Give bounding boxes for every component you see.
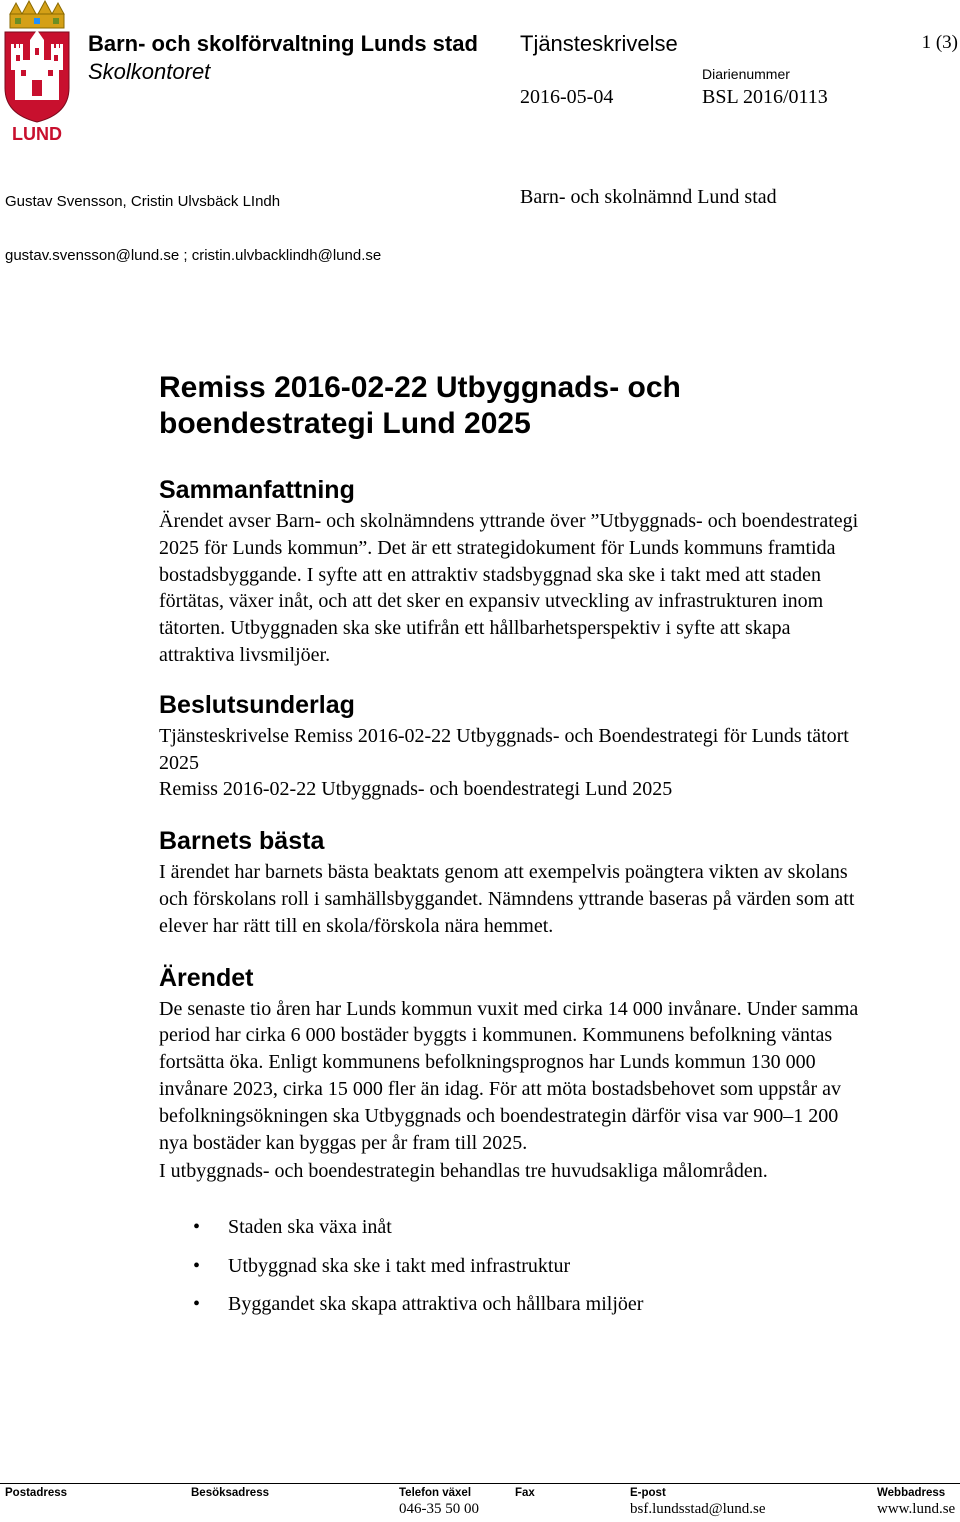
section-heading-basis: Beslutsunderlag — [159, 690, 355, 719]
authors: Gustav Svensson, Cristin Ulvsbäck LIndh — [5, 193, 281, 210]
document-body — [159, 370, 859, 1324]
bullet-icon: • — [193, 1293, 201, 1316]
footer-label-email: E-post — [630, 1487, 666, 1499]
recipient: Barn- och skolnämnd Lund stad — [520, 186, 777, 208]
basis-line-2: Remiss 2016-02-22 Utbyggnads- och boendestrategi Lund 2025 — [159, 778, 673, 801]
basis-line-1: Tjänsteskrivelse Remiss 2016-02-22 Utbyggnads- och Boendestrategi för Lunds tätort 2025 — [159, 724, 849, 774]
section-heading-childrens-best: Barnets bästa — [159, 827, 325, 856]
bullet-icon: • — [193, 1216, 201, 1239]
document-title: Remiss 2016-02-22 Utbyggnads- och boendestrategi Lund 2025 — [159, 371, 681, 440]
footer-web-link[interactable]: www.lund.se — [877, 1501, 956, 1517]
org-subunit: Skolkontoret — [88, 59, 211, 84]
section-heading-summary: Sammanfattning — [159, 476, 355, 504]
footer-divider — [0, 1483, 960, 1484]
goal-areas-list — [0, 1208, 859, 1324]
list-item-text: Utbyggnad ska ske i takt med infrastruktur — [228, 1254, 571, 1277]
list-item — [159, 1285, 859, 1324]
document-date: 2016-05-04 — [520, 86, 614, 108]
shield-icon — [5, 30, 69, 122]
summary-text: Ärendet avser Barn- och skolnämndens yttrande över ”Utbyggnads- och boendestrategi 2025 för Lunds kommun”. Det är ett strategidokument för Lunds kommuns framtida bostadsbyggande. I syfte att en attraktiv stadsbyggnad ska ske i takt med att staden förtätas, växer inåt, och att det sker en expansiv utveckling av infrastrukturen inom tätorten. Utbyggnaden ska ske utifrån ett hållbarhetsperspektiv i syfte att skapa attraktiva livsmiljöer. — [159, 510, 859, 666]
footer-label-postadress: Postadress — [5, 1487, 68, 1499]
list-item — [159, 1247, 859, 1286]
document-type: Tjänsteskrivelse — [520, 31, 678, 56]
diarienummer-label: Diarienummer — [702, 66, 790, 82]
section-heading-matter: Ärendet — [159, 963, 254, 992]
footer-email-link[interactable]: bsf.lundsstad@lund.se — [630, 1501, 766, 1517]
page-number: 1 (3) — [921, 32, 958, 53]
childrens-best-text: I ärendet har barnets bästa beaktats genom att exempelvis poängtera vikten av skolans och förskolans roll i samhällsbyggandet. Nämndens yttrande baseras på värden som att elever har rätt till en skola/förskola nära hemmet. — [159, 861, 855, 937]
footer-label-fax: Fax — [515, 1487, 535, 1499]
matter-text: De senaste tio åren har Lunds kommun vuxit med cirka 14 000 invånare. Under samma period har cirka 6 000 bostäder byggts i kommunen. Kommunens befolkning väntas fortsätta öka. Enligt kommunens befolkningsprognos har Lunds kommun 130 000 invånare 2023, cirka 15 000 fler än idag. För att möta bostadsbehovet som uppstår av befolkningsökningen ska Utbyggnads och boendestrategin därför visa var 900–1 200 nya bostäder kan byggas per år fram till 2025. — [159, 997, 859, 1154]
footer-label-besoksadress: Besöksadress — [191, 1487, 269, 1499]
diarienummer-value: BSL 2016/0113 — [702, 86, 828, 108]
org-name: Barn- och skolförvaltning Lunds stad — [88, 31, 478, 56]
matter-text-2: I utbyggnads- och boendestrategin behandlas tre huvudsakliga målområden. — [159, 1160, 768, 1183]
footer-phone: 046-35 50 00 — [399, 1501, 479, 1517]
footer-label-phone: Telefon växel — [399, 1487, 472, 1499]
logo-text: LUND — [12, 124, 62, 144]
list-item — [159, 1208, 859, 1247]
bullet-icon: • — [193, 1254, 201, 1277]
author-emails: gustav.svensson@lund.se ; cristin.ulvbacklindh@lund.se — [5, 247, 382, 264]
list-item-text: Byggandet ska skapa attraktiva och hållbara miljöer — [228, 1293, 644, 1316]
lund-coat-of-arms-logo — [2, 0, 72, 145]
crown-icon — [10, 1, 64, 28]
footer-label-web: Webbadress — [877, 1487, 946, 1499]
list-item-text: Staden ska växa inåt — [228, 1216, 392, 1239]
